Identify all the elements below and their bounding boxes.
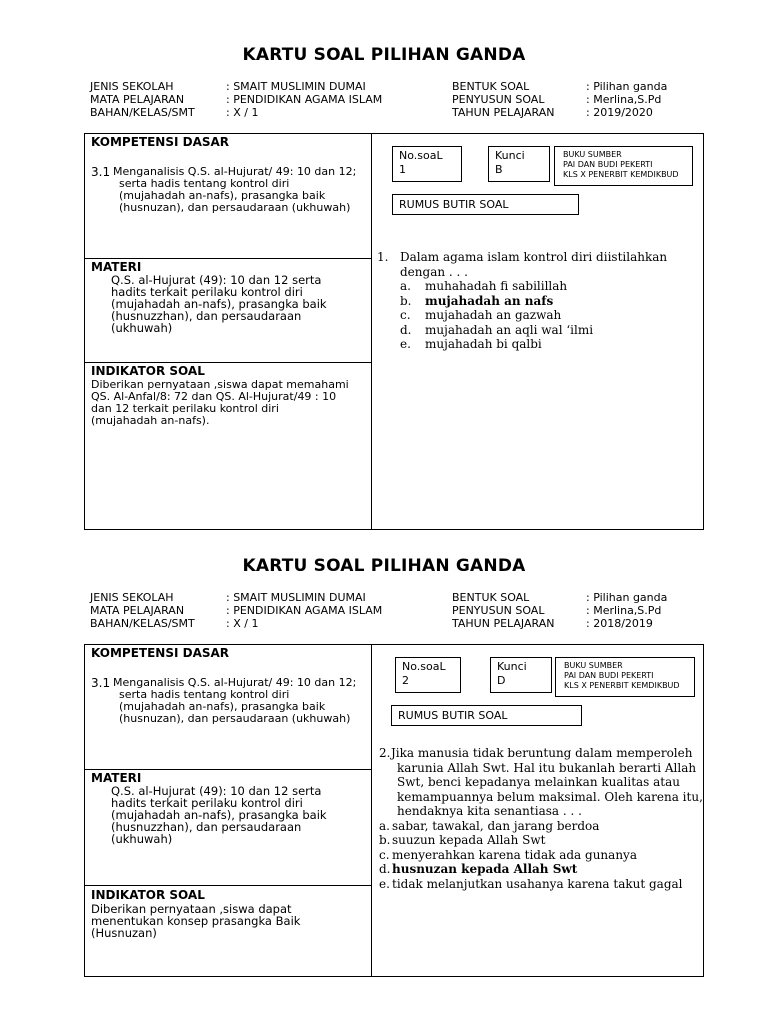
kompetensi-dasar-text — [113, 677, 356, 725]
kd-number: 3.1 — [91, 676, 111, 690]
option-text: mujahadah an nafs — [425, 293, 554, 308]
kunci-label: Kunci — [497, 660, 527, 673]
kompetensi-dasar-heading: KOMPETENSI DASAR — [91, 135, 230, 149]
kompetensi-dasar-heading: KOMPETENSI DASAR — [91, 646, 230, 660]
no-soal-label: No.soaL — [399, 149, 443, 162]
question-line: dengan . . . — [400, 264, 468, 279]
meta-value: : Pilihan ganda — [586, 80, 668, 93]
meta-value: : X / 1 — [226, 106, 259, 119]
indikator-line: (Husnuzan) — [91, 926, 157, 940]
option-letter: b. — [400, 293, 412, 308]
question-line: hendaknya kita senantiasa . . . — [397, 804, 582, 818]
kd-line: (husnuzan), dan persaudaraan (ukhuwah) — [119, 201, 351, 214]
kd-line: (mujahadah an-nafs), prasangka baik — [119, 189, 326, 202]
meta-label: PENYUSUN SOAL — [452, 604, 545, 617]
option-letter: a. — [400, 279, 411, 293]
meta-label: JENIS SEKOLAH — [90, 591, 174, 604]
meta-value: : SMAIT MUSLIMIN DUMAI — [226, 591, 366, 604]
option-text: muhahadah fi sabilillah — [425, 279, 568, 293]
option-text: tidak melanjutkan usahanya karena takut gagal — [392, 876, 683, 891]
materi-line: (mujahadah an-nafs), prasangka baik — [111, 808, 327, 822]
question-line: Swt, benci kepadanya melainkan kualitas atau — [397, 775, 680, 789]
meta-label: BENTUK SOAL — [452, 80, 530, 93]
option-letter: e. — [379, 876, 390, 891]
meta-left — [90, 591, 382, 630]
card-title: KARTU SOAL PILIHAN GANDA — [242, 556, 526, 576]
indikator-line: Diberikan pernyataan ,siswa dapat — [91, 902, 292, 916]
question-number: 2. — [379, 746, 391, 760]
source-line: PAI DAN BUDI PEKERTI — [563, 160, 653, 169]
indikator-line: dan 12 terkait perilaku kontrol diri — [91, 402, 279, 415]
kd-line: (mujahadah an-nafs), prasangka baik — [119, 700, 326, 713]
option-letter: b. — [379, 833, 391, 847]
option-letter: d. — [400, 322, 412, 337]
materi-line: (ukhuwah) — [111, 321, 173, 335]
indikator-line: menentukan konsep prasangka Baik — [91, 914, 301, 928]
materi-line: Q.S. al-Hujurat (49): 10 dan 12 serta — [111, 273, 322, 287]
meta-value: : 2018/2019 — [586, 617, 653, 630]
kunci-value: D — [497, 674, 506, 687]
meta-value: : Merlina,S.Pd — [586, 604, 662, 617]
option-b — [379, 833, 703, 848]
question-number: 1. — [377, 250, 389, 264]
meta-value: : Pilihan ganda — [586, 591, 668, 604]
meta-value: : 2019/2020 — [586, 106, 653, 119]
indikator-soal-heading: INDIKATOR SOAL — [91, 364, 205, 378]
question-line: Dalam agama islam kontrol diri diistilahkan — [400, 250, 668, 264]
card-grid — [84, 644, 704, 977]
materi-line: (ukhuwah) — [111, 832, 173, 846]
option-letter: c. — [400, 308, 411, 322]
materi-line: (husnuzzhan), dan persaudaraan — [111, 309, 302, 323]
rumus-butir-soal-box: RUMUS BUTIR SOAL — [392, 194, 579, 215]
kd-number: 3.1 — [91, 165, 111, 179]
meta-value: : X / 1 — [226, 617, 259, 630]
source-line: BUKU SUMBER — [563, 150, 622, 159]
source-line: KLS X PENERBIT KEMDIKBUD — [564, 681, 680, 690]
meta-label: BAHAN/KELAS/SMT — [90, 106, 195, 119]
meta-value: : PENDIDIKAN AGAMA ISLAM — [226, 604, 383, 617]
meta-label: TAHUN PELAJARAN — [452, 617, 555, 630]
option-letter: d. — [379, 862, 391, 876]
meta-label: BAHAN/KELAS/SMT — [90, 617, 195, 630]
source-line: PAI DAN BUDI PEKERTI — [564, 671, 654, 680]
option-a — [379, 819, 703, 834]
kd-line: Menganalisis Q.S. al-Hujurat/ 49: 10 dan 12; — [113, 676, 357, 689]
meta-value: : PENDIDIKAN AGAMA ISLAM — [226, 93, 383, 106]
materi-line: (husnuzzhan), dan persaudaraan — [111, 820, 302, 834]
materi-line: Q.S. al-Hujurat (49): 10 dan 12 serta — [111, 784, 322, 798]
meta-value: : SMAIT MUSLIMIN DUMAI — [226, 80, 366, 93]
card-title: KARTU SOAL PILIHAN GANDA — [242, 45, 526, 65]
materi-line: (mujahadah an-nafs), prasangka baik — [111, 297, 327, 311]
materi-line: hadits terkait perilaku kontrol diri — [111, 285, 303, 299]
materi-text — [111, 785, 327, 845]
no-soal-box — [395, 657, 461, 693]
kunci-value: B — [495, 163, 503, 176]
meta-value: : Merlina,S.Pd — [586, 93, 662, 106]
row-divider — [85, 885, 371, 886]
indikator-line: (mujahadah an-nafs). — [91, 414, 210, 427]
meta-label: MATA PELAJARAN — [90, 93, 185, 106]
indikator-line: Diberikan pernyataan ,siswa dapat memahami — [91, 378, 349, 391]
meta-label: JENIS SEKOLAH — [90, 80, 174, 93]
option-text: menyerahkan karena tidak ada gunanya — [392, 847, 637, 862]
source-line: KLS X PENERBIT KEMDIKBUD — [563, 170, 679, 179]
materi-heading: MATERI — [91, 260, 142, 274]
materi-line: hadits terkait perilaku kontrol diri — [111, 796, 303, 810]
materi-heading: MATERI — [91, 771, 142, 785]
kd-line: serta hadis tentang kontrol diri — [119, 688, 290, 701]
row-divider — [85, 769, 371, 770]
no-soal-label: No.soaL — [402, 660, 446, 673]
option-list — [379, 819, 703, 892]
meta-right — [452, 591, 667, 630]
no-soal-value: 1 — [399, 163, 406, 176]
kunci-box — [490, 657, 552, 693]
meta-label: MATA PELAJARAN — [90, 604, 185, 617]
kd-line: (husnuzan), dan persaudaraan (ukhuwah) — [119, 712, 351, 725]
option-d-correct — [379, 862, 703, 877]
option-letter: a. — [379, 818, 390, 833]
column-divider — [371, 645, 372, 976]
indikator-soal-heading: INDIKATOR SOAL — [91, 888, 205, 902]
question-line: kemampuannya belum maksimal. Oleh karena itu, — [397, 789, 703, 804]
no-soal-value: 2 — [402, 674, 409, 687]
option-c — [379, 848, 703, 863]
meta-label: BENTUK SOAL — [452, 591, 530, 604]
kunci-label: Kunci — [495, 149, 525, 162]
source-line: BUKU SUMBER — [564, 661, 623, 670]
question-body — [379, 746, 703, 891]
rumus-butir-soal-box: RUMUS BUTIR SOAL — [391, 705, 582, 726]
option-text: mujahadah bi qalbi — [425, 337, 542, 351]
indikator-line: QS. Al-Anfal/8: 72 dan QS. Al-Hujurat/49 : 10 — [91, 390, 337, 403]
indikator-soal-text — [91, 903, 300, 939]
option-letter: e. — [400, 337, 411, 351]
option-text: mujahadah an aqli wal ‘ilmi — [425, 322, 594, 337]
option-text: sabar, tawakal, dan jarang berdoa — [392, 818, 600, 833]
option-text: suuzun kepada Allah Swt — [392, 833, 546, 847]
question-line: Jika manusia tidak beruntung dalam memperoleh — [391, 746, 693, 760]
option-text: mujahadah an gazwah — [425, 308, 562, 322]
meta-label: TAHUN PELAJARAN — [452, 106, 555, 119]
question-line: karunia Allah Swt. Hal itu bukanlah berarti Allah — [397, 760, 697, 775]
option-text: husnuzan kepada Allah Swt — [392, 862, 578, 876]
option-e — [379, 877, 703, 892]
kd-line: serta hadis tentang kontrol diri — [119, 177, 290, 190]
option-letter: c. — [379, 847, 390, 862]
kd-line: Menganalisis Q.S. al-Hujurat/ 49: 10 dan 12; — [113, 165, 357, 178]
buku-sumber-box — [555, 657, 695, 697]
meta-label: PENYUSUN SOAL — [452, 93, 545, 106]
